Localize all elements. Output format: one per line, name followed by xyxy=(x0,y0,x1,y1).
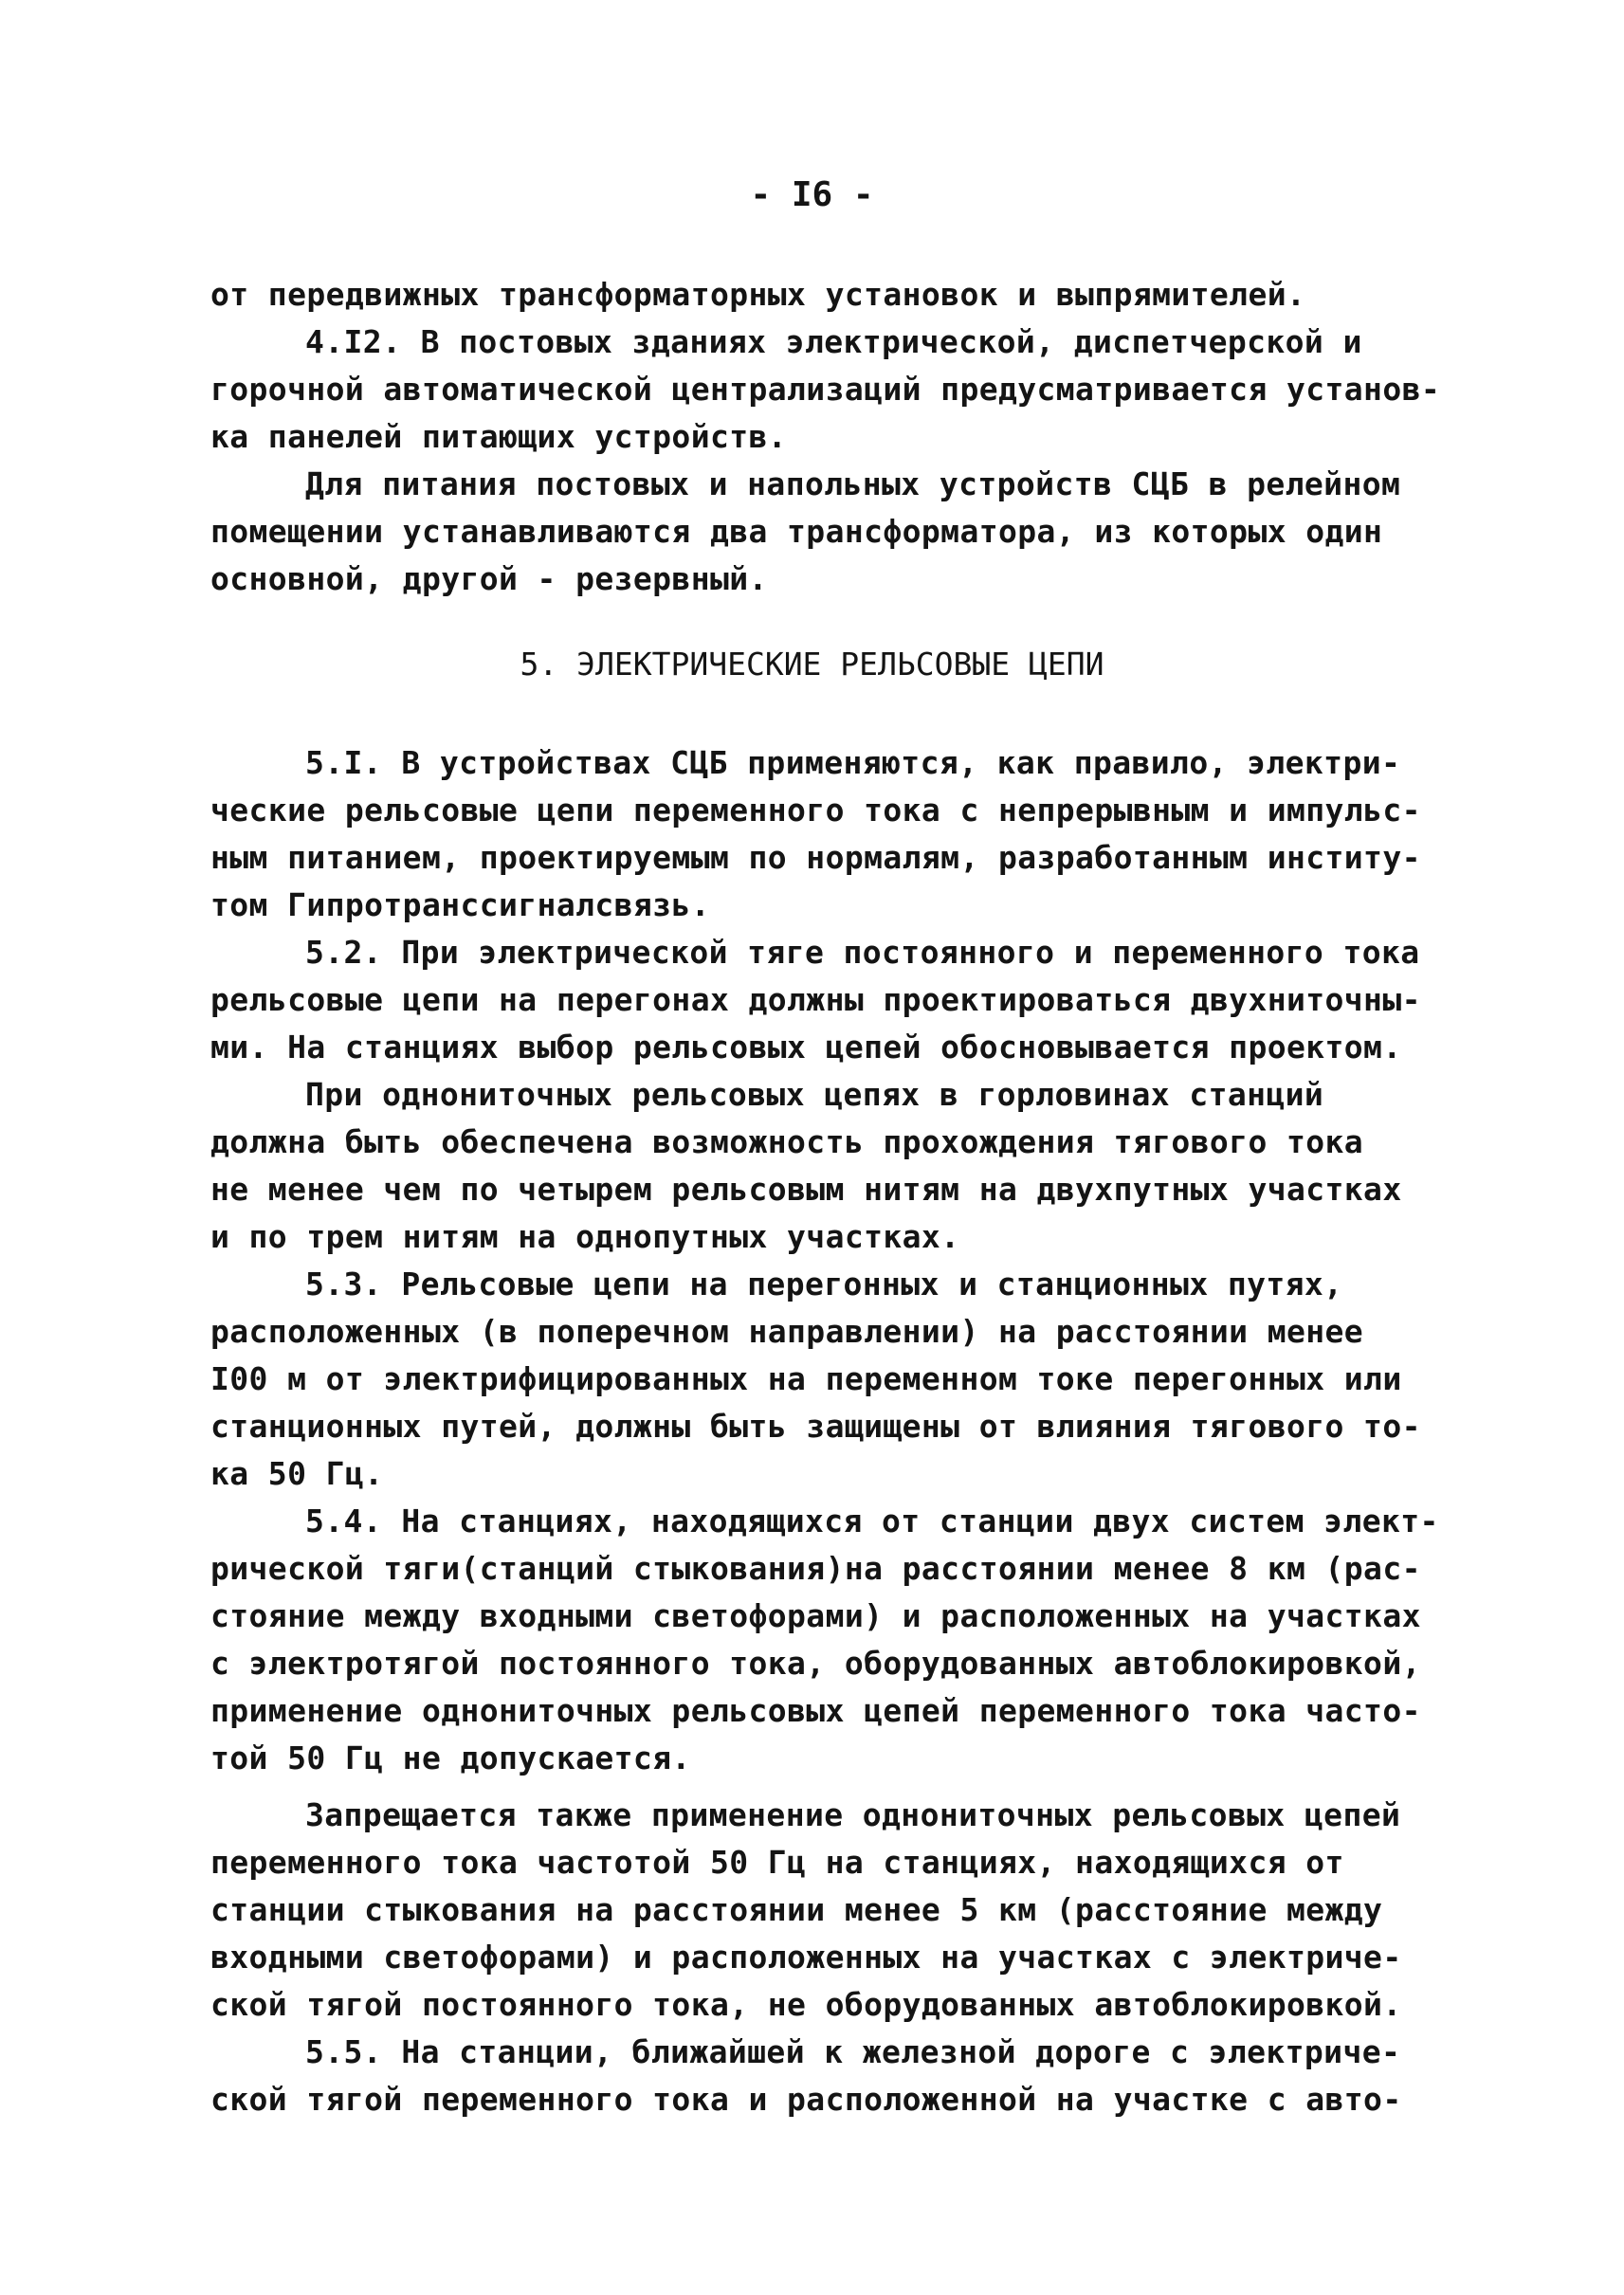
section-line: не менее чем по четырем рельсовым нитям на двухпутных участках xyxy=(210,1171,1402,1208)
body-line: Для питания постовых и напольных устройств СЦБ в релейном xyxy=(305,465,1401,502)
section-line: ным питанием, проектируемым по нормалям, разработанным институ- xyxy=(210,839,1421,876)
section-line: входными светофорами) и расположенных на участках с электриче- xyxy=(210,1939,1402,1976)
body-line: помещении устанавливаются два трансформатора, из которых один xyxy=(210,513,1383,550)
section-line: с электротягой постоянного тока, оборудованных автоблокировкой, xyxy=(210,1645,1421,1682)
section-line: ческие рельсовые цепи переменного тока с непрерывным и импульс- xyxy=(210,792,1421,829)
section-line: переменного тока частотой 50 Гц на станциях, находящихся от xyxy=(210,1844,1344,1881)
section-line: 5.3. Рельсовые цепи на перегонных и станционных путях, xyxy=(305,1266,1343,1302)
section-line: Запрещается также применение однониточных рельсовых цепей xyxy=(305,1796,1401,1833)
body-line: основной, другой - резервный. xyxy=(210,560,768,597)
section-line: и по трем нитям на однопутных участках. xyxy=(210,1218,960,1255)
section-heading: 5. ЭЛЕКТРИЧЕСКИЕ РЕЛЬСОВЫЕ ЦЕПИ xyxy=(520,646,1104,683)
body-line: от передвижных трансформаторных установок и выпрямителей. xyxy=(210,276,1306,313)
section-line: той 50 Гц не допускается. xyxy=(210,1739,691,1776)
section-line: 5.4. На станциях, находящихся от станции двух систем элект- xyxy=(305,1503,1439,1539)
section-line: применение однониточных рельсовых цепей переменного тока часто- xyxy=(210,1692,1421,1729)
section-line: станции стыкования на расстоянии менее 5 км (расстояние между xyxy=(210,1891,1383,1928)
section-line: рической тяги(станций стыкования)на расстоянии менее 8 км (рас- xyxy=(210,1550,1421,1587)
section-line: ской тягой переменного тока и расположенной на участке с авто- xyxy=(210,2081,1402,2118)
section-line: расположенных (в поперечном направлении) на расстоянии менее xyxy=(210,1313,1364,1350)
section-line: рельсовые цепи на перегонах должны проектироваться двухниточны- xyxy=(210,981,1421,1018)
section-line: том Гипротранссигналсвязь. xyxy=(210,886,710,923)
body-line: ка панелей питающих устройств. xyxy=(210,418,788,455)
section-line: ка 50 Гц. xyxy=(210,1455,384,1492)
body-line: горочной автоматической централизаций предусматривается установ- xyxy=(210,371,1441,408)
section-line: стояние между входными светофорами) и расположенных на участках xyxy=(210,1597,1421,1634)
page-number: - I6 - xyxy=(750,175,874,214)
section-line: должна быть обеспечена возможность прохождения тягового тока xyxy=(210,1123,1364,1160)
section-line: ской тягой постоянного тока, не оборудованных автоблокировкой. xyxy=(210,1986,1402,2023)
section-line: 5.I. В устройствах СЦБ применяются, как правило, электри- xyxy=(305,744,1401,781)
section-line: ми. На станциях выбор рельсовых цепей обосновывается проектом. xyxy=(210,1029,1402,1066)
section-line: 5.5. На станции, ближайшей к железной дороге с электриче- xyxy=(305,2033,1401,2070)
body-line: 4.I2. В постовых зданиях электрической, диспетчерской и xyxy=(305,323,1362,360)
section-line: станционных путей, должны быть защищены от влияния тягового то- xyxy=(210,1408,1421,1445)
section-line: I00 м от электрифицированных на переменном токе перегонных или xyxy=(210,1360,1402,1397)
section-line: При однониточных рельсовых цепях в горловинах станций xyxy=(305,1076,1324,1113)
section-line: 5.2. При электрической тяге постоянного и переменного тока xyxy=(305,934,1420,971)
